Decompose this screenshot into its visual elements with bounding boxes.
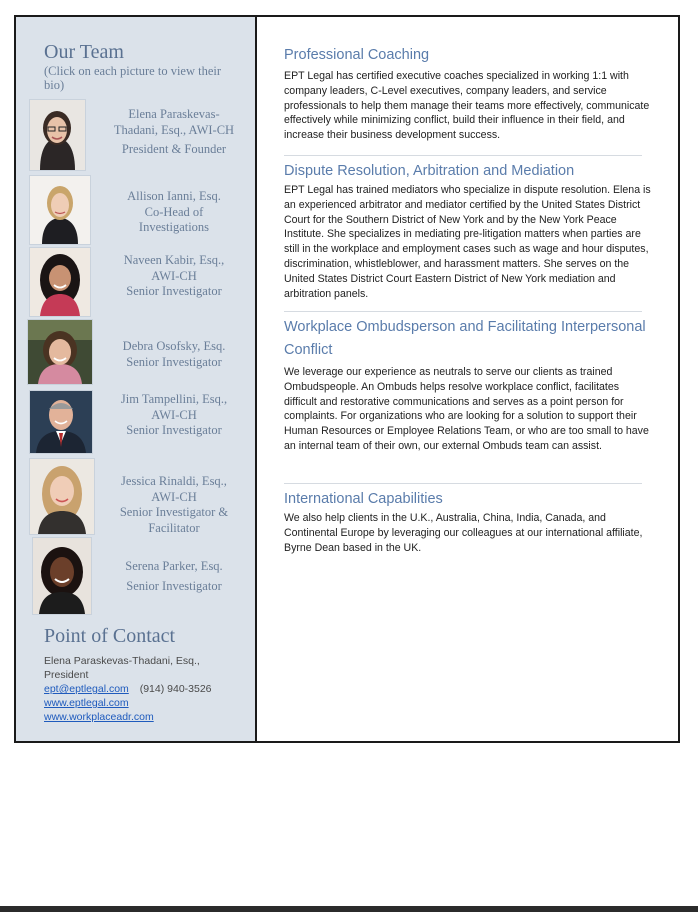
page-bottom-bar [0,906,698,912]
photo-debra[interactable] [27,319,93,385]
member-role: Senior Investigator [126,423,222,437]
photo-elena[interactable] [29,99,86,171]
photo-naveen[interactable] [29,247,91,317]
photo-jim[interactable] [29,390,93,454]
photo-serena[interactable] [32,537,92,615]
team-sidebar [16,17,257,741]
member-caption [104,339,244,370]
member-credentials: AWI-CH [151,268,197,283]
section-divider [284,483,642,484]
member-caption [94,474,254,536]
section-body: We leverage our experience as neutrals to serve our clients as trained Ombudspeople. An Ombuds helps resolve workplace conflict, facilitates difficult and restorative communications and serves as a point person for complaints. For organizations who are looking for a solution to support their Human Resources or Employee Relations Team, or who are too small to have an internal team of their own, our external Ombuds team can assist. [284,366,649,452]
section-professional-coaching [284,44,654,143]
section-ombudsperson [284,316,654,454]
member-role: Senior Investigator & [119,505,229,519]
contact-block [44,654,244,724]
member-credentials: AWI-CH [151,489,197,504]
member-role: Co-Head of [144,204,204,219]
section-dispute-resolution [284,160,654,301]
section-divider [284,311,642,312]
section-international [284,488,654,555]
services-column [257,17,678,741]
member-role: President & Founder [121,142,227,156]
section-body: EPT Legal has trained mediators who specialize in dispute resolution. Elena is an experienced arbitrator and mediator certified by the United States District Court for the Southern District of New York and by the New York Peace Institute. She specializes in mediating pre-litigation matters when parties are still in the workplace and employment cases such as wage and hour disputes, discrimination, whistleblower, and harassment matters. She serves on the United States District Court Eastern District of New York mediation and arbitration panels. [284,184,651,300]
contact-title: Point of Contact [44,625,176,647]
page-frame [14,15,680,743]
website-link-eptlegal[interactable]: www.eptlegal.com [44,697,129,709]
member-caption [94,559,254,594]
member-caption [94,189,254,236]
member-name: Jim Tampellini, Esq., [120,392,228,406]
member-name: Jessica Rinaldi, Esq., [121,474,227,488]
member-name: Naveen Kabir, Esq., [123,253,225,267]
contact-phone: (914) 940-3526 [139,683,212,695]
photo-allison[interactable] [29,175,91,245]
member-credentials: Thadani, Esq., AWI-CH [113,122,235,137]
contact-name: Elena Paraskevas-Thadani, Esq., [44,655,200,667]
member-caption [94,253,254,300]
contact-email-link[interactable]: ept@eptlegal.com [44,683,129,695]
section-body: EPT Legal has certified executive coaches specialized in working 1:1 with company leaders, C-Level executives, company leaders, and service professionals to help them manage their teams more effectively, communicate effectively while minimizing conflict, build their influence in their field, and increase their business development success. [284,70,650,142]
member-caption [94,107,254,158]
member-caption [94,392,254,439]
member-role: Facilitator [148,520,200,535]
member-role: Investigations [138,220,210,234]
team-subtitle: (Click on each picture to view their bio) [44,64,222,92]
member-name: Serena Parker, Esq. [125,559,223,573]
photo-jessica[interactable] [29,458,95,535]
section-heading: Workplace Ombudsperson and Facilitating Interpersonal Conflict [284,319,646,358]
contact-role: President [44,669,89,681]
website-link-workplaceadr[interactable]: www.workplaceadr.com [44,711,154,723]
team-title: Our Team [44,41,124,63]
section-heading: Professional Coaching [284,47,430,63]
section-divider [284,155,642,156]
member-role: Senior Investigator [126,284,222,298]
member-name: Debra Osofsky, Esq. [122,339,226,353]
member-role: Senior Investigator [126,578,222,593]
member-credentials: AWI-CH [151,407,197,422]
member-role: Senior Investigator [126,354,222,369]
section-body: We also help clients in the U.K., Australia, China, India, Canada, and Continental Europe by leveraging our colleagues at our international affiliate, Byrne Dean based in the UK. [284,512,643,554]
section-heading: Dispute Resolution, Arbitration and Mediation [284,163,575,179]
member-name: Elena Paraskevas- [128,107,220,121]
member-name: Allison Ianni, Esq. [127,189,221,203]
section-heading: International Capabilities [284,491,443,507]
